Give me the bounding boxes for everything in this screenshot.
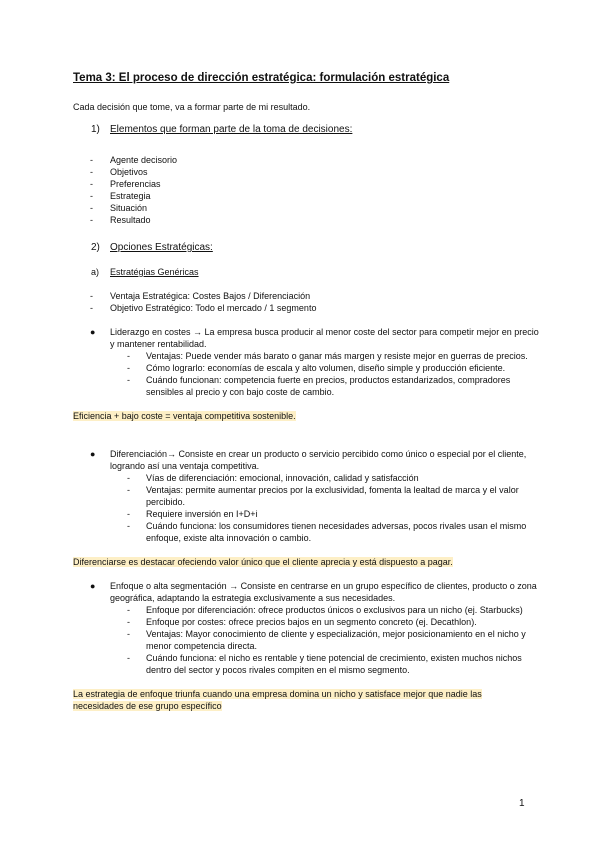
sub-item: - Ventajas: Mayor conocimiento de cliente y especialización, mejor posicionamiento en el nicho y menor competencia directa. <box>127 629 526 651</box>
sub-item: - Vías de diferenciación: emocional, innovación, calidad y satisfacción <box>127 473 419 483</box>
list-item: - Preferencias <box>90 179 161 189</box>
page-number: 1 <box>519 798 525 809</box>
subsection-title: Estratégias Genéricas <box>110 267 199 277</box>
sub-item: - Cuándo funcionan: competencia fuerte en precios, productos estandarizados, compradores sensibles al precio y con bajo coste de cambio. <box>127 375 511 397</box>
list-item: - Ventaja Estratégica: Costes Bajos / Diferenciación <box>90 291 311 301</box>
bullet-item: ● Enfoque o alta segmentación → Consiste en centrarse en un grupo específico de clientes, producto o zona geográfica, adaptando la estrategia exclusivamente a sus necesidades. <box>90 581 537 603</box>
sub-item: - Cuándo funciona: los consumidores tienen necesidades adversas, pocos rivales usan el mismo enfoque, existe alta innovación o cambio. <box>127 521 527 543</box>
sub-item: - Requiere inversión en I+D+i <box>127 509 258 519</box>
section-title: Elementos que forman parte de la toma de decisiones: <box>110 124 353 135</box>
elements-list <box>73 154 543 226</box>
list-item: - Estrategia <box>90 191 151 201</box>
section-title: Opciones Estratégicas: <box>110 242 213 253</box>
strategy-focus <box>73 580 543 676</box>
list-item: - Situación <box>90 203 148 213</box>
list-item: - Objetivos <box>90 167 148 177</box>
generic-list <box>73 290 543 314</box>
bullet-item: ● Diferenciación→ Consiste en crear un producto o servicio percibido como único o especial por el cliente, logrando así una ventaja competitiva. <box>90 449 527 471</box>
list-item: - Resultado <box>90 215 151 225</box>
strategy-cost-leadership <box>73 326 543 398</box>
strategy-differentiation <box>73 448 543 544</box>
list-item: - Agente decisorio <box>90 155 178 165</box>
intro-text: Cada decisión que tome, va a formar parte de mi resultado. <box>73 102 311 112</box>
section-number: 2) <box>91 242 100 253</box>
sub-item: - Cuándo funciona: el nicho es rentable y tiene potencial de crecimiento, existen muchos nichos dentro del sector y pocos rivales compiten en el mismo segmento. <box>127 653 522 675</box>
highlight-summary: Diferenciarse es destacar ofeciendo valor único que el cliente aprecia y está dispuesto a pagar. <box>73 557 453 567</box>
sub-item: - Enfoque por diferenciación: ofrece productos únicos o exclusivos para un nicho (ej. Starbucks) <box>127 605 523 615</box>
section-number: 1) <box>91 124 100 135</box>
sub-item: - Cómo lograrlo: economías de escala y alto volumen, diseño simple y producción eficiente. <box>127 363 506 373</box>
highlight-summary: Eficiencia + bajo coste = ventaja competitiva sostenible. <box>73 411 296 421</box>
bullet-item: ● Liderazgo en costes → La empresa busca producir al menor coste del sector para competir mejor en precio y mantener rentabilidad. <box>90 327 539 349</box>
sub-item: - Ventajas: permite aumentar precios por la exclusividad, fomenta la lealtad de marca y el valor percibido. <box>127 485 519 507</box>
section-2-heading <box>73 242 543 254</box>
list-item: - Objetivo Estratégico: Todo el mercado / 1 segmento <box>90 303 317 313</box>
sub-item: - Ventajas: Puede vender más barato o ganar más margen y resiste mejor en guerras de precios. <box>127 351 528 361</box>
sub-item: - Enfoque por costes: ofrece precios bajos en un segmento concreto (ej. Decathlon). <box>127 617 477 627</box>
subsection-letter: a) <box>91 267 100 277</box>
subsection-heading <box>73 266 543 278</box>
section-1-heading <box>73 124 543 136</box>
document-title: Tema 3: El proceso de dirección estratégica: formulación estratégica <box>73 72 450 84</box>
highlight-summary: La estrategia de enfoque triunfa cuando una empresa domina un nicho y satisface mejor que nadie las necesidades de ese grupo específico <box>73 689 482 711</box>
